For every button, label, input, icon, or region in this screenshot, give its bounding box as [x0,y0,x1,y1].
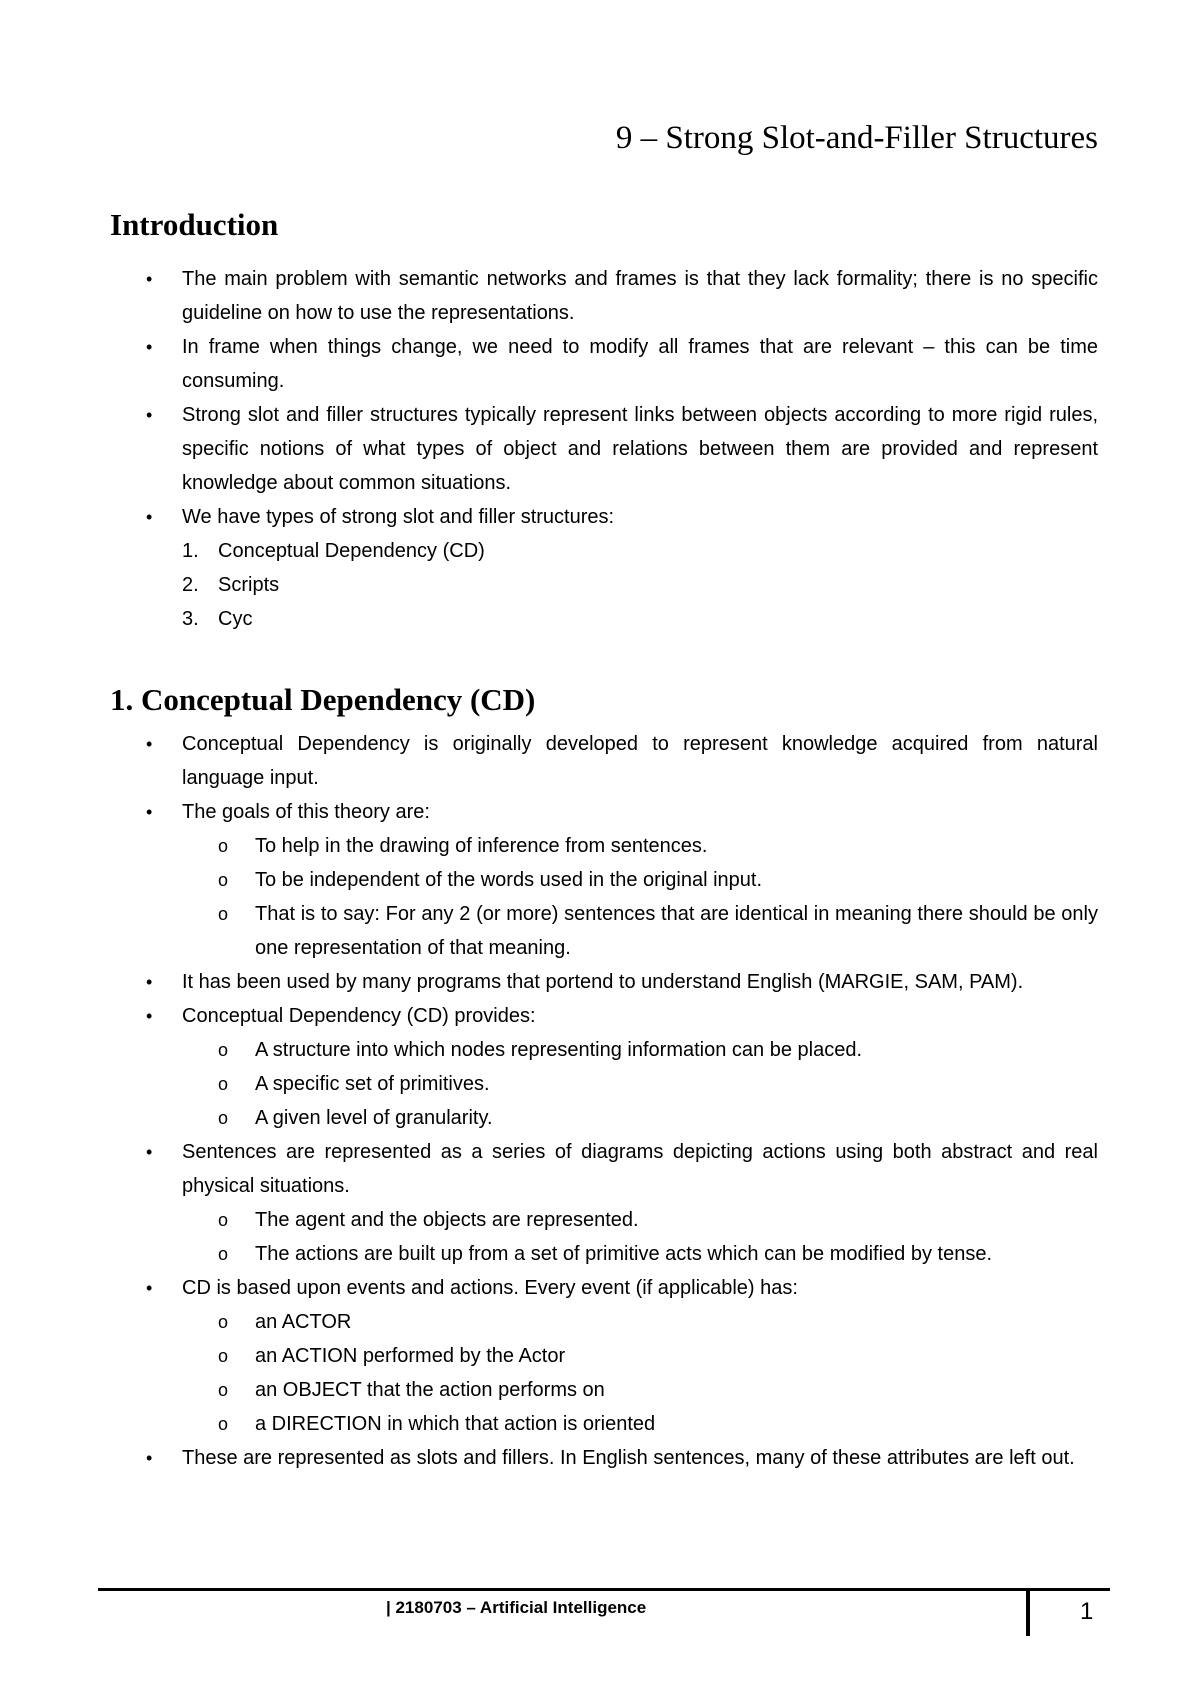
cd-list [0,727,1200,1475]
bullet-icon: • [146,1278,153,1298]
page-number: 1 [1080,1598,1094,1625]
bullet-icon: • [146,1142,153,1162]
sub-list [182,1203,1098,1271]
list-item-text: Sentences are represented as a series of diagrams depicting actions using both abstract and real physical situations. [182,1141,1098,1197]
sub-list [182,1033,1098,1135]
circle-bullet-icon: o [218,1312,229,1332]
sub-list-item [182,1237,1098,1271]
bullet-icon: • [146,405,153,425]
circle-bullet-icon: o [218,1074,229,1094]
sub-list-item-text: an ACTOR [255,1311,352,1333]
sub-list [182,1305,1098,1441]
sub-list-item-text: To help in the drawing of inference from sentences. [255,835,708,857]
list-item [0,330,1200,398]
bullet-icon: • [146,802,153,822]
list-item-text: Conceptual Dependency is originally developed to represent knowledge acquired from natural language input. [182,733,1098,789]
list-item-text: It has been used by many programs that portend to understand English (MARGIE, SAM, PAM). [182,971,1024,993]
bullet-icon: • [146,972,153,992]
sub-list-item [182,1373,1098,1407]
list-item-text: We have types of strong slot and filler structures: [182,506,615,528]
sub-list-item-text: The actions are built up from a set of primitive acts which can be modified by tense. [255,1243,993,1265]
bullet-icon: • [146,337,153,357]
circle-bullet-icon: o [218,1414,229,1434]
sub-list-item-text: That is to say: For any 2 (or more) sentences that are identical in meaning there should be only one representation of that meaning. [255,903,1098,959]
circle-bullet-icon: o [218,1040,229,1060]
sub-list-item-text: A specific set of primitives. [255,1073,490,1095]
list-item [0,500,1200,636]
circle-bullet-icon: o [218,1346,229,1366]
circle-bullet-icon: o [218,1244,229,1264]
introduction-list [0,262,1200,636]
bullet-icon: • [146,734,153,754]
numbered-item [182,534,1098,568]
sub-list [182,829,1098,965]
sub-list-item [182,897,1098,965]
list-item-text: The goals of this theory are: [182,801,430,823]
sub-list-item [182,863,1098,897]
list-item-text: Strong slot and filler structures typically represent links between objects according to more rigid rules, specific notions of what types of object and relations between them are provided and represent knowledge about common situations. [182,404,1098,494]
list-item-text: Conceptual Dependency (CD) provides: [182,1005,536,1027]
list-item [0,1135,1200,1271]
list-item [0,999,1200,1135]
item-number: 3. [182,608,199,630]
sub-list-item [182,1305,1098,1339]
numbered-item-text: Conceptual Dependency (CD) [218,540,485,562]
circle-bullet-icon: o [218,904,229,924]
sub-list-item [182,1067,1098,1101]
sub-list-item-text: To be independent of the words used in the original input. [255,869,763,891]
sub-list-item [182,1407,1098,1441]
list-item [0,262,1200,330]
list-item [0,727,1200,795]
list-item [0,1441,1200,1475]
sub-list-item [182,1203,1098,1237]
sub-list-item-text: a DIRECTION in which that action is oriented [255,1413,656,1435]
item-number: 2. [182,574,199,596]
list-item [0,965,1200,999]
sub-list-item [182,829,1098,863]
sub-list-item-text: an OBJECT that the action performs on [255,1379,605,1401]
list-item-text: CD is based upon events and actions. Every event (if applicable) has: [182,1277,798,1299]
list-item-text: The main problem with semantic networks and frames is that they lack formality; there is no specific guideline on how to use the representations. [182,268,1098,324]
circle-bullet-icon: o [218,836,229,856]
footer-rule [98,1588,1110,1591]
sub-list-item [182,1033,1098,1067]
circle-bullet-icon: o [218,1108,229,1128]
item-number: 1. [182,540,199,562]
bullet-icon: • [146,269,153,289]
list-item-text: These are represented as slots and fillers. In English sentences, many of these attributes are left out. [182,1447,1075,1469]
list-item [0,795,1200,965]
sub-list-item [182,1101,1098,1135]
numbered-item [182,602,1098,636]
footer-course: | 2180703 – Artificial Intelligence [386,1598,647,1617]
bullet-icon: • [146,1448,153,1468]
introduction-heading: Introduction [110,207,279,242]
bullet-icon: • [146,1006,153,1026]
sub-list-item-text: A given level of granularity. [255,1107,493,1129]
circle-bullet-icon: o [218,870,229,890]
circle-bullet-icon: o [218,1380,229,1400]
numbered-list [182,534,1098,636]
list-item-text: In frame when things change, we need to modify all frames that are relevant – this can be time consuming. [182,336,1098,392]
sub-list-item-text: an ACTION performed by the Actor [255,1345,566,1367]
footer-divider [1026,1588,1030,1636]
introduction-list-block [0,262,1200,636]
sub-list-item-text: The agent and the objects are represented. [255,1209,639,1231]
sub-list-item-text: A structure into which nodes representing information can be placed. [255,1039,863,1061]
section-heading-conceptual-dependency: 1. Conceptual Dependency (CD) [110,682,536,717]
numbered-item-text: Scripts [218,574,280,596]
list-item [0,398,1200,500]
sub-list-item [182,1339,1098,1373]
page-title: 9 – Strong Slot-and-Filler Structures [615,120,1098,156]
bullet-icon: • [146,507,153,527]
list-item [0,1271,1200,1441]
numbered-item [182,568,1098,602]
cd-list-block [0,727,1200,1475]
numbered-item-text: Cyc [218,608,253,630]
circle-bullet-icon: o [218,1210,229,1230]
